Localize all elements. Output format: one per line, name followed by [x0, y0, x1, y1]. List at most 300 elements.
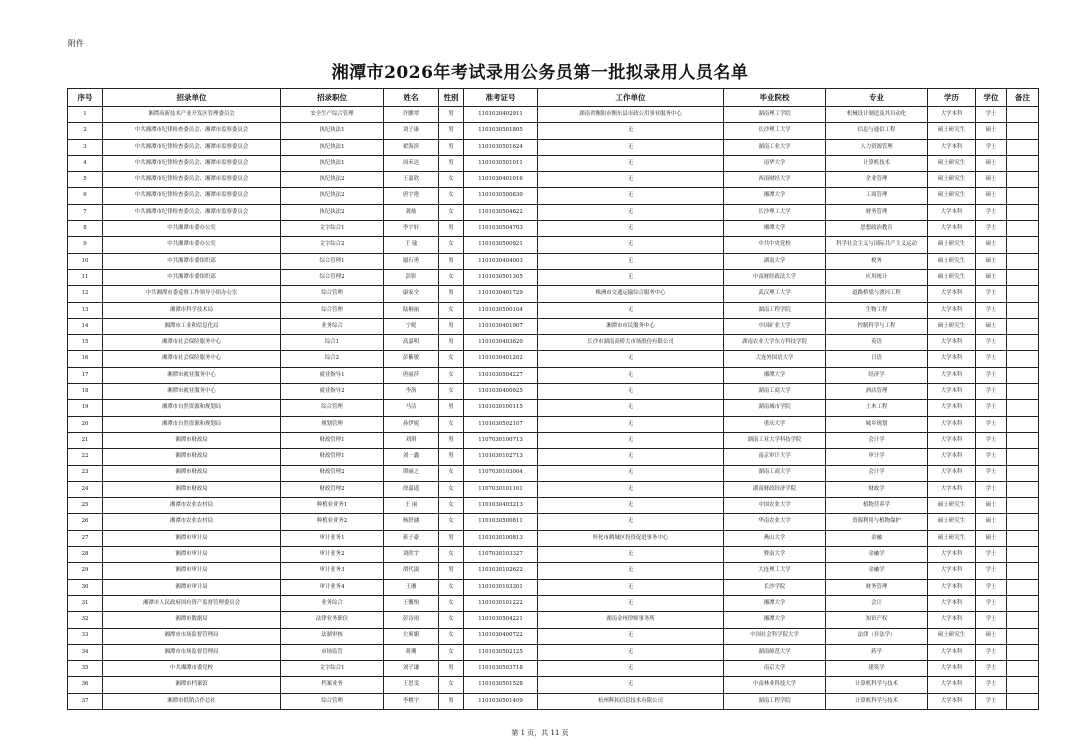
table-row [68, 661, 1039, 677]
table-cell: 湘潭大学 [724, 188, 826, 204]
table-cell: 硕士研究生 [928, 123, 976, 139]
table-cell: 大学本科 [928, 351, 976, 367]
table-cell: 男 [439, 432, 464, 448]
table-cell: 燕山大学 [724, 530, 826, 546]
table-cell: 彭影 [384, 269, 439, 285]
table-cell: 湘潭市市民服务中心 [538, 318, 724, 334]
table-row [68, 253, 1039, 269]
table-cell: 1101030501011 [464, 155, 538, 171]
table-cell: 无 [538, 253, 724, 269]
table-cell: 道路桥梁与渡河工程 [826, 286, 928, 302]
table-cell: 彭紫敏 [384, 351, 439, 367]
table-cell: 无 [538, 595, 724, 611]
table-row [68, 449, 1039, 465]
table-cell: 硕士研究生 [928, 237, 976, 253]
table-cell: 1101030103301 [464, 579, 538, 595]
table-cell: 硕士研究生 [928, 253, 976, 269]
table-cell: 财政管理1 [281, 432, 384, 448]
column-header: 工作单位 [538, 89, 724, 107]
table-cell [1007, 384, 1039, 400]
table-cell: 中国社会科学院大学 [724, 628, 826, 644]
hiring-roster-table [67, 88, 1039, 710]
table-cell: 无 [538, 465, 724, 481]
table-cell: 城乡规划 [826, 416, 928, 432]
table-cell: 湖南金州律师事务所 [538, 612, 724, 628]
table-cell: 知识产权 [826, 612, 928, 628]
table-cell: 无 [538, 579, 724, 595]
table-cell: 蒋子豪 [384, 530, 439, 546]
table-cell: 翟海滨 [384, 139, 439, 155]
table-cell: 学士 [976, 644, 1007, 660]
table-cell: 刘子康 [384, 123, 439, 139]
table-header-row [68, 89, 1039, 107]
table-cell: 陆桐丽 [384, 302, 439, 318]
table-cell: 大学本科 [928, 677, 976, 693]
table-cell: 4 [68, 155, 103, 171]
table-cell: 1101030501805 [464, 123, 538, 139]
table-cell: 刘子谦 [384, 661, 439, 677]
table-cell: 1101030401907 [464, 318, 538, 334]
table-cell: 1101030504622 [464, 204, 538, 220]
table-cell: 大学本科 [928, 286, 976, 302]
table-cell: 财政管理1 [281, 449, 384, 465]
table-row [68, 367, 1039, 383]
table-cell: 学士 [976, 693, 1007, 709]
table-cell [1007, 498, 1039, 514]
table-cell: 工商管理 [826, 188, 928, 204]
table-cell: 湖南省衡阳市衡东县市政公用事业服务中心 [538, 107, 724, 123]
column-header: 招录职位 [281, 89, 384, 107]
table-cell: 高嘉明 [384, 335, 439, 351]
table-cell: 综合1 [281, 335, 384, 351]
column-header: 专业 [826, 89, 928, 107]
table-cell: 中共中央党校 [724, 237, 826, 253]
table-cell: 硕士 [976, 123, 1007, 139]
table-cell: 中共湘潭市纪律检查委员会、湘潭市监察委员会 [103, 139, 281, 155]
table-cell: 男 [439, 530, 464, 546]
table-cell: 金融 [826, 530, 928, 546]
table-cell: 法制审核 [281, 628, 384, 644]
table-cell: 学士 [976, 563, 1007, 579]
table-cell [1007, 693, 1039, 709]
table-cell: 2 [68, 123, 103, 139]
table-cell: 大学本科 [928, 547, 976, 563]
table-cell: 男 [439, 123, 464, 139]
table-cell: 学士 [976, 302, 1007, 318]
table-cell [1007, 237, 1039, 253]
table-cell: 中共湘潭市委组织部 [103, 269, 281, 285]
table-cell: 学士 [976, 351, 1007, 367]
table-cell: 执纪执法2 [281, 172, 384, 188]
table-cell: 长沙理工大学 [724, 123, 826, 139]
table-cell: 大学本科 [928, 204, 976, 220]
table-cell [1007, 465, 1039, 481]
table-cell: 1101030500811 [464, 514, 538, 530]
table-row [68, 595, 1039, 611]
table-cell: 法律（非法学） [826, 628, 928, 644]
table-cell: 会计 [826, 595, 928, 611]
table-cell: 女 [439, 514, 464, 530]
table-row [68, 563, 1039, 579]
table-cell [1007, 139, 1039, 155]
table-cell: 无 [538, 188, 724, 204]
table-row [68, 384, 1039, 400]
table-cell: 湖南工程学院 [724, 302, 826, 318]
table-cell: 女 [439, 595, 464, 611]
table-cell: 日语 [826, 351, 928, 367]
table-cell: 14 [68, 318, 103, 334]
table-cell: 女 [439, 612, 464, 628]
table-cell: 大连外国语大学 [724, 351, 826, 367]
table-cell: 9 [68, 237, 103, 253]
table-cell: 湘潭市财政局 [103, 432, 281, 448]
table-cell: 学士 [976, 449, 1007, 465]
table-cell: 王馨怡 [384, 595, 439, 611]
table-cell: 暨南大学 [724, 547, 826, 563]
table-cell: 硕士 [976, 514, 1007, 530]
table-cell: 女 [439, 384, 464, 400]
table-cell [1007, 579, 1039, 595]
table-cell: 大学本科 [928, 661, 976, 677]
table-cell [1007, 269, 1039, 285]
table-cell: 8 [68, 221, 103, 237]
table-cell: 湖南工业大学 [724, 139, 826, 155]
table-cell: 酒店管理 [826, 384, 928, 400]
table-cell: 思想政治教育 [826, 221, 928, 237]
table-cell: 女 [439, 367, 464, 383]
table-cell: 文字综合2 [281, 237, 384, 253]
table-cell: 就业指导1 [281, 367, 384, 383]
table-cell: 硕士研究生 [928, 498, 976, 514]
table-cell [1007, 351, 1039, 367]
table-cell: 大学本科 [928, 302, 976, 318]
table-cell [1007, 335, 1039, 351]
column-header: 性别 [439, 89, 464, 107]
table-cell: 计算机科学与技术 [826, 693, 928, 709]
table-cell: 中国矿业大学 [724, 318, 826, 334]
table-cell: 女 [439, 481, 464, 497]
table-cell: 女 [439, 351, 464, 367]
table-cell: 资源利用与植物保护 [826, 514, 928, 530]
table-cell: 学士 [976, 677, 1007, 693]
table-row [68, 498, 1039, 514]
table-cell: 1101030501528 [464, 677, 538, 693]
table-cell: 重庆大学 [724, 416, 826, 432]
table-cell: 无 [538, 628, 724, 644]
table-cell: 南京审计大学 [724, 449, 826, 465]
table-cell: 1101030400722 [464, 628, 538, 644]
table-cell: 湖南师范大学 [724, 644, 826, 660]
table-cell: 学士 [976, 286, 1007, 302]
table-cell: 学士 [976, 432, 1007, 448]
table-cell [1007, 547, 1039, 563]
table-cell: 机械设计制造及其自动化 [826, 107, 928, 123]
column-header: 招录单位 [103, 89, 281, 107]
table-cell: 人力资源管理 [826, 139, 928, 155]
table-cell: 应用统计 [826, 269, 928, 285]
table-cell: 中南林业科技大学 [724, 677, 826, 693]
table-cell: 大学本科 [928, 465, 976, 481]
table-row [68, 612, 1039, 628]
table-cell: 硕士 [976, 237, 1007, 253]
table-cell: 32 [68, 612, 103, 628]
table-cell: 湘潭市农业农村局 [103, 498, 281, 514]
table-cell: 11 [68, 269, 103, 285]
table-row [68, 318, 1039, 334]
column-header: 学位 [976, 89, 1007, 107]
table-cell: 财政管理2 [281, 465, 384, 481]
table-cell: 硕士研究生 [928, 188, 976, 204]
table-cell: 1101030100813 [464, 530, 538, 546]
table-cell: 无 [538, 644, 724, 660]
table-cell: 无 [538, 481, 724, 497]
table-cell: 学士 [976, 204, 1007, 220]
table-row [68, 172, 1039, 188]
table-cell: 1107030103327 [464, 547, 538, 563]
table-cell: 湖南农业大学东方科技学院 [724, 335, 826, 351]
table-cell: 硕士 [976, 155, 1007, 171]
table-cell [1007, 302, 1039, 318]
table-cell: 植物营养学 [826, 498, 928, 514]
table-row [68, 155, 1039, 171]
table-cell: 湖南财政经济学院 [724, 481, 826, 497]
table-cell: 宁妮 [384, 318, 439, 334]
table-row [68, 465, 1039, 481]
table-row [68, 107, 1039, 123]
table-cell: 湘潭市档案馆 [103, 677, 281, 693]
table-cell: 湖南工业大学科技学院 [724, 432, 826, 448]
table-cell: 综合管理 [281, 286, 384, 302]
table-cell: 税务 [826, 253, 928, 269]
table-cell: 硕士研究生 [928, 530, 976, 546]
table-row [68, 628, 1039, 644]
table-cell: 湘潭市市场监督管理局 [103, 628, 281, 644]
table-cell: 1101030501305 [464, 269, 538, 285]
table-cell: 1101030504703 [464, 221, 538, 237]
table-cell: 大学本科 [928, 400, 976, 416]
table-cell: 湘潭市审计局 [103, 547, 281, 563]
table-cell: 硕士研究生 [928, 318, 976, 334]
table-cell: 湘潭市社会保险服务中心 [103, 351, 281, 367]
table-cell: 湘潭市市场监督管理局 [103, 644, 281, 660]
table-cell: 30 [68, 579, 103, 595]
table-cell: 龚灿 [384, 204, 439, 220]
table-cell: 王嘉欣 [384, 172, 439, 188]
table-cell: 大学本科 [928, 335, 976, 351]
table-cell: 刘欣宇 [384, 547, 439, 563]
table-cell: 文字综合1 [281, 661, 384, 677]
table-cell: 南华大学 [724, 155, 826, 171]
table-cell: 无 [538, 432, 724, 448]
table-row [68, 139, 1039, 155]
table-cell: 1101030500830 [464, 188, 538, 204]
table-cell: 英语 [826, 335, 928, 351]
table-cell: 7 [68, 204, 103, 220]
table-cell: 湘潭市数据局 [103, 612, 281, 628]
table-cell: 刘琪 [384, 432, 439, 448]
table-cell: 湘潭大学 [724, 221, 826, 237]
table-cell: 大学本科 [928, 644, 976, 660]
table-cell: 科学社会主义与国际共产主义运动 [826, 237, 928, 253]
table-cell: 法律业务职位 [281, 612, 384, 628]
table-cell: 无 [538, 237, 724, 253]
table-cell: 大学本科 [928, 432, 976, 448]
table-cell: 女 [439, 237, 464, 253]
table-cell: 硕士 [976, 172, 1007, 188]
table-row [68, 237, 1039, 253]
table-cell: 武汉理工大学 [724, 286, 826, 302]
table-cell [1007, 155, 1039, 171]
table-cell: 湘潭大学 [724, 595, 826, 611]
table-cell: 执纪执法1 [281, 123, 384, 139]
table-cell: 1101030403213 [464, 498, 538, 514]
table-cell: 长沙市湖南高桥大市场股份有限公司 [538, 335, 724, 351]
table-cell: 湘潭大学 [724, 612, 826, 628]
table-row [68, 514, 1039, 530]
table-row [68, 400, 1039, 416]
table-cell: 控制科学与工程 [826, 318, 928, 334]
table-cell: 1101030102622 [464, 563, 538, 579]
table-cell: 1101030504227 [464, 367, 538, 383]
table-cell: 学士 [976, 335, 1007, 351]
table-cell: 无 [538, 384, 724, 400]
table-cell: 女 [439, 547, 464, 563]
table-cell: 大学本科 [928, 367, 976, 383]
table-cell: 左爽媚 [384, 628, 439, 644]
table-cell: 女 [439, 172, 464, 188]
table-cell: 审计业务4 [281, 579, 384, 595]
table-cell: 女 [439, 498, 464, 514]
table-cell: 男 [439, 449, 464, 465]
table-cell: 无 [538, 172, 724, 188]
table-row [68, 123, 1039, 139]
table-cell: 种植业业务1 [281, 498, 384, 514]
table-cell: 18 [68, 384, 103, 400]
table-cell: 湖南工程学院 [724, 693, 826, 709]
table-cell [1007, 318, 1039, 334]
table-cell: 经济学 [826, 367, 928, 383]
attachment-label: 附件 [68, 39, 84, 48]
table-cell: 怀化市鹤城区投资促进事务中心 [538, 530, 724, 546]
table-cell: 湘潭市供销合作总社 [103, 693, 281, 709]
table-cell: 无 [538, 514, 724, 530]
table-cell: 28 [68, 547, 103, 563]
table-cell: 无 [538, 221, 724, 237]
table-cell: 女 [439, 677, 464, 693]
table-cell: 男 [439, 661, 464, 677]
table-cell [1007, 644, 1039, 660]
table-row [68, 286, 1039, 302]
table-cell: 周禾达 [384, 155, 439, 171]
table-cell: 无 [538, 400, 724, 416]
table-cell: 学士 [976, 612, 1007, 628]
table-cell: 谭丽之 [384, 465, 439, 481]
table-cell: 长沙学院 [724, 579, 826, 595]
table-cell: 湖南城市学院 [724, 400, 826, 416]
table-cell: 杨舒涵 [384, 514, 439, 530]
table-cell: 中共湘潭市纪律检查委员会、湘潭市监察委员会 [103, 172, 281, 188]
table-cell [1007, 612, 1039, 628]
table-cell: 金融学 [826, 547, 928, 563]
table-cell: 湘潭高新技术产业开发区管理委员会 [103, 107, 281, 123]
table-cell: 湘潭市农业农村局 [103, 514, 281, 530]
table-cell: 彭诗雨 [384, 612, 439, 628]
table-cell: 19 [68, 400, 103, 416]
table-cell: 生物工程 [826, 302, 928, 318]
table-cell: 学士 [976, 595, 1007, 611]
table-cell: 文字综合1 [281, 221, 384, 237]
table-cell [1007, 253, 1039, 269]
table-cell: 学士 [976, 579, 1007, 595]
table-cell: 硕士 [976, 318, 1007, 334]
table-row [68, 547, 1039, 563]
table-cell: 女 [439, 188, 464, 204]
table-row [68, 204, 1039, 220]
table-cell: 17 [68, 367, 103, 383]
table-cell: 男 [439, 318, 464, 334]
column-header: 学历 [928, 89, 976, 107]
table-cell: 学士 [976, 221, 1007, 237]
table-cell: 1101030401729 [464, 286, 538, 302]
table-cell [1007, 286, 1039, 302]
table-cell: 计算机科学与技术 [826, 677, 928, 693]
table-cell: 企业管理 [826, 172, 928, 188]
table-cell: 硕士 [976, 269, 1007, 285]
table-cell: 1101030400925 [464, 384, 538, 400]
table-cell: 男 [439, 400, 464, 416]
table-cell: 湘潭市审计局 [103, 579, 281, 595]
table-cell: 唐丽莎 [384, 367, 439, 383]
table-cell: 药学 [826, 644, 928, 660]
table-cell: 1101030404003 [464, 253, 538, 269]
table-cell: 学士 [976, 481, 1007, 497]
table-cell: 男 [439, 693, 464, 709]
table-cell: 综合管理 [281, 400, 384, 416]
table-cell: 李棋宇 [384, 693, 439, 709]
table-cell: 无 [538, 416, 724, 432]
table-cell: 株洲市交通运输综合服务中心 [538, 286, 724, 302]
table-cell: 1101030501624 [464, 139, 538, 155]
table-cell: 审计学 [826, 449, 928, 465]
table-cell: 1107030100713 [464, 432, 538, 448]
table-cell: 女 [439, 416, 464, 432]
table-cell: 29 [68, 563, 103, 579]
table-cell: 学士 [976, 384, 1007, 400]
table-cell: 13 [68, 302, 103, 318]
table-cell: 女 [439, 628, 464, 644]
table-row [68, 416, 1039, 432]
table-cell: 湘潭市财政局 [103, 465, 281, 481]
table-cell: 规划管理 [281, 416, 384, 432]
column-header: 准考证号 [464, 89, 538, 107]
table-cell: 财政学 [826, 481, 928, 497]
table-cell: 杭州辉拓信息技术有限公司 [538, 693, 724, 709]
table-cell: 31 [68, 595, 103, 611]
table-cell: 大连理工大学 [724, 563, 826, 579]
table-cell: 无 [538, 498, 724, 514]
table-cell: 大学本科 [928, 139, 976, 155]
table-cell [1007, 416, 1039, 432]
table-cell: 许鹏翠 [384, 107, 439, 123]
table-cell: 徐嘉遥 [384, 481, 439, 497]
table-cell: 26 [68, 514, 103, 530]
table-cell: 康家全 [384, 286, 439, 302]
table-cell: 1101030401202 [464, 351, 538, 367]
table-cell: 湘潭市审计局 [103, 530, 281, 546]
table-cell: 执纪执法1 [281, 139, 384, 155]
table-row [68, 335, 1039, 351]
table-cell: 无 [538, 661, 724, 677]
